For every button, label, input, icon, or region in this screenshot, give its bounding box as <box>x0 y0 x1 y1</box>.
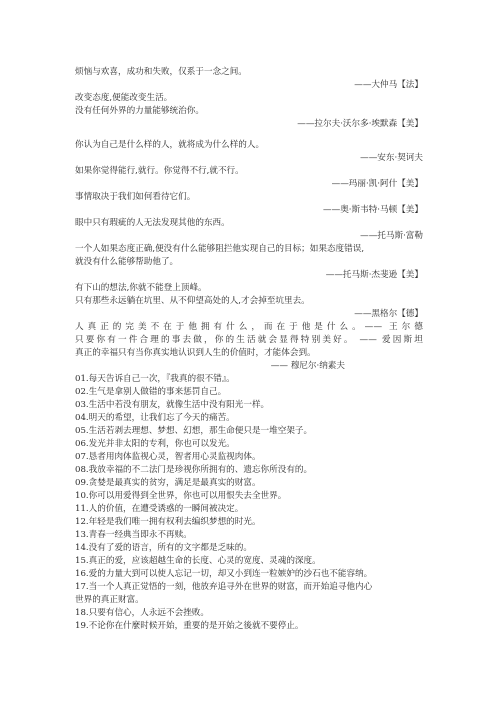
quote-attribution: ——玛丽·凯·阿什【美】 <box>331 179 423 189</box>
quote-line: 事情取决于我们如何看待它们。 <box>75 192 196 202</box>
list-item: 18.只要有信心，人永远不会挫败。 <box>75 608 209 618</box>
quote-attribution: ——托马斯·杰斐逊【美】 <box>325 270 423 280</box>
quote-attribution: ——奥·斯韦特·马顿【美】 <box>323 205 423 215</box>
list-item: 11.人的价值，在遭受诱惑的一瞬间被决定。 <box>75 504 244 514</box>
list-item: 09.贪婪是最真实的贫穷，满足是最真实的财富。 <box>75 478 261 488</box>
quote-line: 没有任何外界的力量能够统治你。 <box>75 106 204 116</box>
list-item: 02.生气是拿别人做错的事来惩罚自己。 <box>75 387 227 397</box>
list-item: 05.生活若剥去理想、梦想、幻想，那生命便只是一堆空架子。 <box>75 426 313 436</box>
list-item-continuation: 世界的真正财富。 <box>75 595 144 605</box>
quote-line: 就没有什么能够帮助他了。 <box>75 257 179 267</box>
list-item: 19.不论你在什麼时候开始，重要的是开始之後就不要停止。 <box>75 621 304 631</box>
quote-line: 眼中只有瑕疵的人无法发现其他的东西。 <box>75 218 230 228</box>
list-item: 01.每天告诉自己一次，『我真的很不错』。 <box>75 374 235 384</box>
list-item: 07.恳者用肉体监视心灵，智者用心灵监视肉体。 <box>75 452 261 462</box>
list-item: 12.年轻是我们唯一拥有权利去编织梦想的时光。 <box>75 517 261 527</box>
quote-attribution: ——拉尔夫·沃尔多·埃默森【美】 <box>297 119 423 129</box>
quote-line: 真正的幸福只有当你真实地认识到人生的价值时，才能体会到。 <box>75 348 316 358</box>
quote-attribution: ——大仲马【法】 <box>354 80 423 90</box>
list-item: 04.明天的希望，让我们忘了今天的痛苦。 <box>75 413 235 423</box>
quote-attribution: ——黑格尔【德】 <box>354 309 423 319</box>
quote-line: 你认为自己是什么样的人，就将成为什么样的人。 <box>75 140 265 150</box>
quote-line: 烦恼与欢喜，成功和失败，仅系于一念之间。 <box>75 67 247 77</box>
list-item: 10.你可以用爱得到全世界，你也可以用恨失去全世界。 <box>75 491 287 501</box>
quote-attribution: ——托马斯·富勒 <box>360 231 423 241</box>
list-item: 14.没有了爱的语言，所有的文字都是乏味的。 <box>75 543 252 553</box>
quote-line: 只要你有一件合理的事去做，你的生活就会显得特别美好。 —— 爱因斯坦 <box>75 335 423 345</box>
list-item: 03.生活中若没有朋友，就像生活中没有阳光一样。 <box>75 400 270 410</box>
quote-attribution: ——安东·契诃夫 <box>360 153 423 163</box>
numbered-list <box>75 373 423 633</box>
list-item: 17.当一个人真正觉悟的一刻，他放弃追寻外在世界的财富，而开始追寻他内心 <box>75 582 373 592</box>
quote-line: 人真正的完美不在于他拥有什么，而在于他是什么。—— 王尔德 <box>75 322 423 332</box>
list-item: 15.真正的爱，应该超越生命的长度、心灵的宽度、灵魂的深度。 <box>75 556 321 566</box>
quote-line: 改变态度,便能改变生活。 <box>75 93 173 103</box>
list-item: 16.爱的力量大到可以使人忘记一切，却又小到连一粒嫉妒的沙石也不能容纳。 <box>75 569 373 579</box>
quote-line: 有下山的想法,你就不能登上顶峰。 <box>75 283 207 293</box>
quote-line: 一个人如果态度正确,便没有什么能够阻拦他实现自己的目标；如果态度错误, <box>75 244 365 254</box>
list-item: 08.我放幸福的不二法门是珍视你所拥有的、遗忘你所没有的。 <box>75 465 313 475</box>
list-item: 13.青春一经典当即永不再赎。 <box>75 530 192 540</box>
quote-line: 如果你觉得能行,就行。你觉得不行,就不行。 <box>75 166 244 176</box>
quote-attribution: —— 穆尼尔·纳素夫 <box>270 361 345 371</box>
document-body <box>75 66 423 633</box>
list-item: 06.发光并非太阳的专利，你也可以发光。 <box>75 439 235 449</box>
quote-line: 只有那些永远躺在坑里、从不仰望高处的人,才会掉至坑里去。 <box>75 296 310 306</box>
